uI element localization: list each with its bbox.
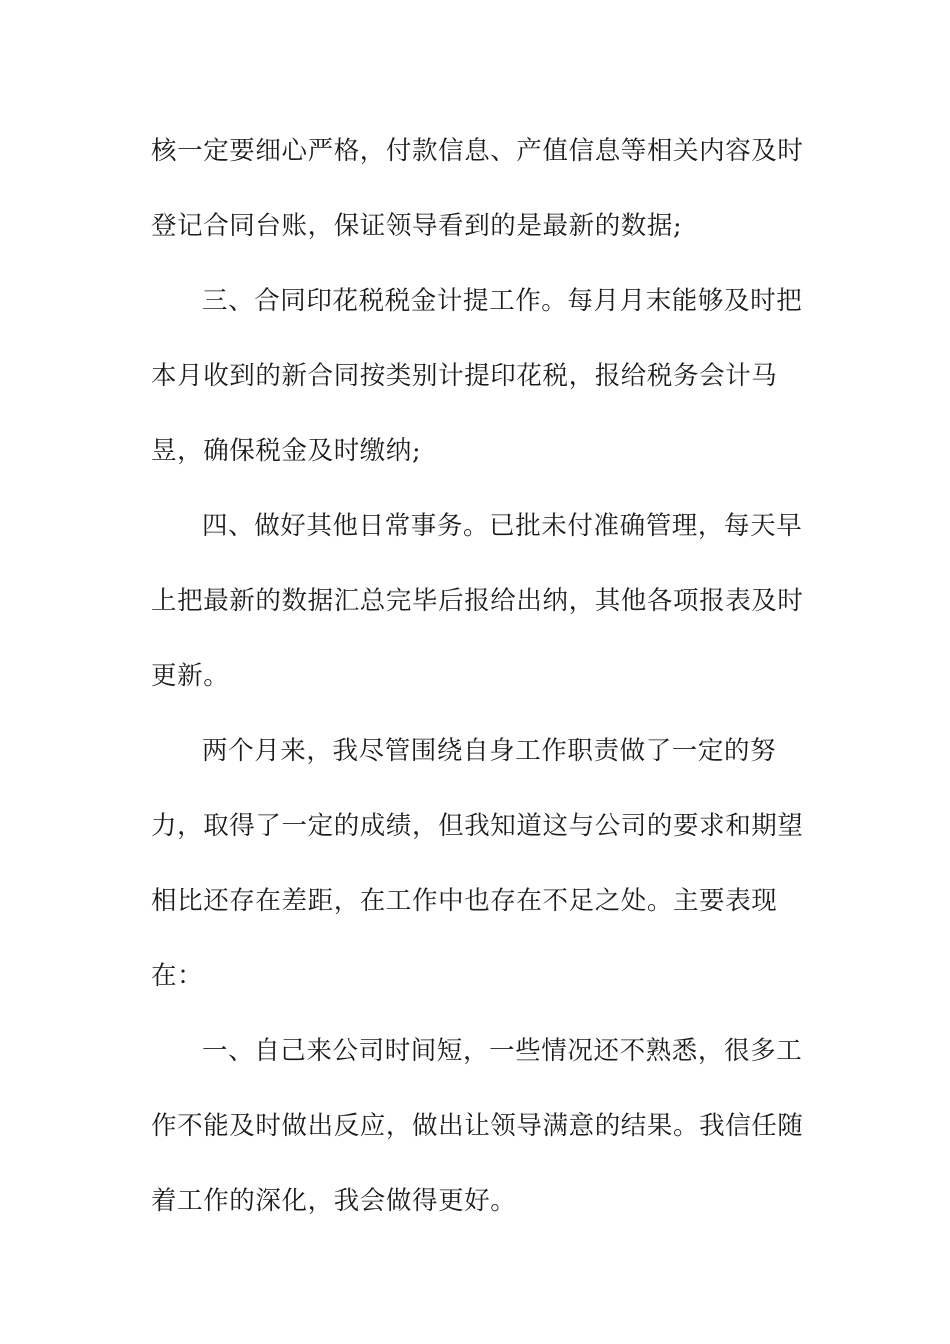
paragraph-start-line: 两个月来，我尽管围绕自身工作职责做了一定的努 [202,736,777,766]
text-line: 更新。 [151,661,230,691]
text-line: 作不能及时做出反应，做出让领导满意的结果。我信任随 [151,1111,804,1141]
text-line: 上把最新的数据汇总完毕后报给出纳，其他各项报表及时 [151,586,804,616]
text-line: 登记合同台账，保证领导看到的是最新的数据; [151,211,683,241]
text-line: 着工作的深化，我会做得更好。 [151,1186,517,1216]
text-line: 昱，确保税金及时缴纳; [151,436,422,466]
text-line: 本月收到的新合同按类别计提印花税，报给税务会计马 [151,361,778,391]
text-line: 相比还存在差距，在工作中也存在不足之处。主要表现 [151,886,778,916]
paragraph-start-line: 三、合同印花税税金计提工作。每月月末能够及时把 [202,286,803,316]
text-line: 力，取得了一定的成绩，但我知道这与公司的要求和期望 [151,811,804,841]
paragraph-start-line: 四、做好其他日常事务。已批未付准确管理，每天早 [202,511,803,541]
text-line: 在： [151,961,204,991]
text-line: 核一定要细心严格，付款信息、产值信息等相关内容及时 [151,136,804,166]
paragraph-start-line: 一、自己来公司时间短，一些情况还不熟悉，很多工 [202,1036,803,1066]
